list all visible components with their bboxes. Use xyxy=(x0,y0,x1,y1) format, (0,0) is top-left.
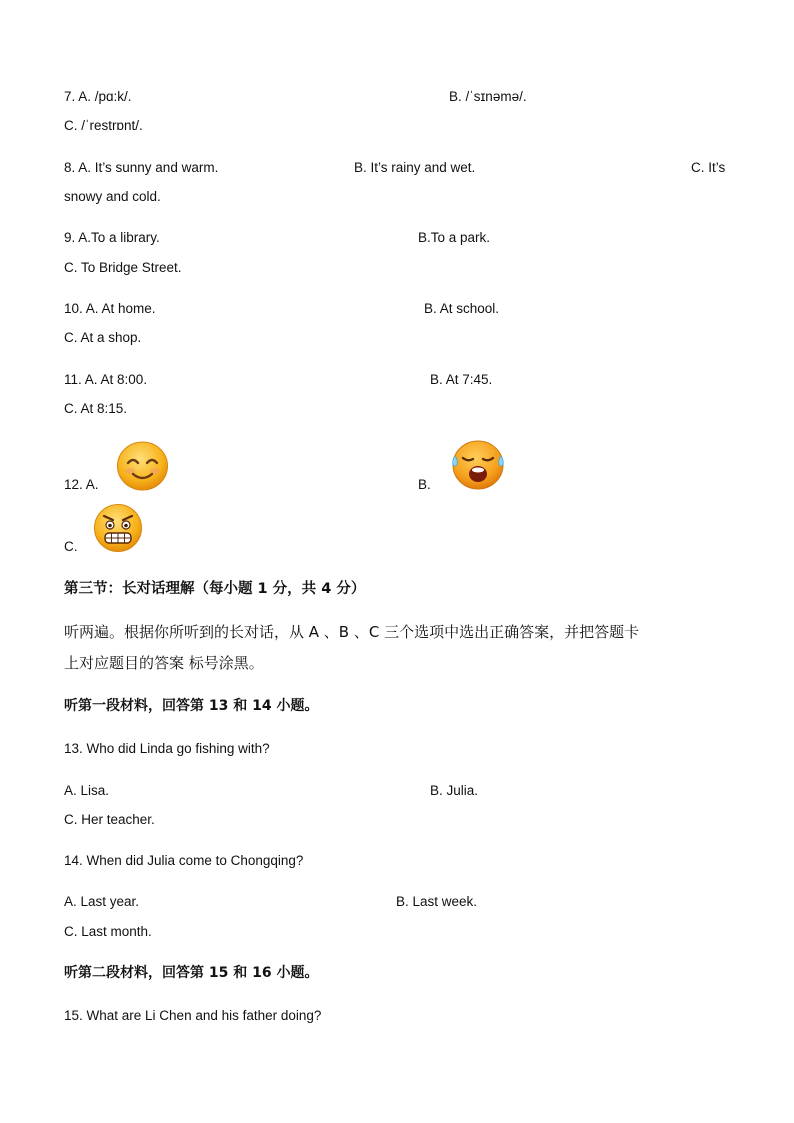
q7-option-b: B. /ˈsɪnəmə/. xyxy=(449,89,527,104)
q13-option-a: A. Lisa. xyxy=(64,783,110,798)
q14-stem: 14. When did Julia come to Chongqing? xyxy=(64,853,304,868)
q13-option-c: C. Her teacher. xyxy=(64,812,155,827)
q12-option-b: B. xyxy=(418,477,431,492)
q13-stem: 13. Who did Linda go fishing with? xyxy=(64,741,270,756)
q11-option-c: C. At 8:15. xyxy=(64,401,128,416)
q9-option-b: B.To a park. xyxy=(418,230,491,245)
q9-option-c: C. To Bridge Street. xyxy=(64,260,182,275)
q8-option-a: 8. A. It’s sunny and warm. xyxy=(64,160,219,175)
q8-option-b: B. It’s rainy and wet. xyxy=(354,160,476,175)
q7-option-a: 7. A. /pɑ:k/. xyxy=(64,89,132,104)
section3-instruction-line1: 听两遍。根据你所听到的长对话，从 A 、B 、C 三个选项中选出正确答案，并把答题卡 xyxy=(64,623,640,641)
q12-option-a: 12. A. xyxy=(64,477,99,492)
q7-option-c: C. /ˈrestrɒnt/. xyxy=(64,118,143,133)
smiling-face-icon xyxy=(116,441,169,491)
q10-option-c: C. At a shop. xyxy=(64,330,142,345)
section3-instruction-line2: 上对应题目的答案 标号涂黑。 xyxy=(64,654,264,672)
q9-option-a: 9. A.To a library. xyxy=(64,230,160,245)
q14-option-b: B. Last week. xyxy=(396,894,478,909)
q8-option-c-continued: snowy and cold. xyxy=(64,189,161,204)
q15-stem: 15. What are Li Chen and his father doing? xyxy=(64,1008,322,1023)
material2-heading: 听第二段材料，回答第 15 和 16 小题。 xyxy=(64,965,319,981)
q14-option-a: A. Last year. xyxy=(64,894,140,909)
q10-option-b: B. At school. xyxy=(424,301,500,316)
q11-option-b: B. At 7:45. xyxy=(430,372,493,387)
grimacing-face-icon xyxy=(93,503,143,553)
q12-option-c: C. xyxy=(64,539,78,554)
q8-option-c: C. It’s xyxy=(691,160,726,175)
q14-option-c: C. Last month. xyxy=(64,924,152,939)
q11-option-a: 11. A. At 8:00. xyxy=(64,372,148,387)
material1-heading: 听第一段材料，回答第 13 和 14 小题。 xyxy=(64,698,319,714)
crying-face-icon xyxy=(450,439,506,491)
q10-option-a: 10. A. At home. xyxy=(64,301,156,316)
q13-option-b: B. Julia. xyxy=(430,783,479,798)
section3-heading: 第三节：长对话理解（每小题 1 分，共 4 分） xyxy=(64,581,366,597)
